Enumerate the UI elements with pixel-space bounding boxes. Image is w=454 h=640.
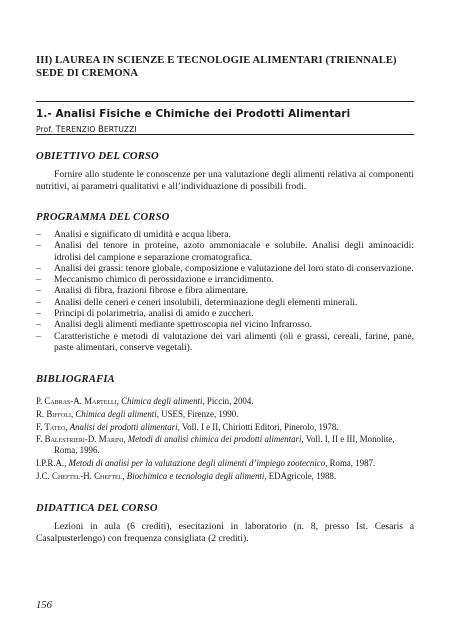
bib-authors: F. Balestrieri-D. Marini,: [36, 434, 126, 445]
bibliografia-title: BIBLIOGRAFIA: [36, 374, 115, 385]
bibliography-entry: [36, 434, 414, 455]
list-dash: –: [36, 229, 41, 240]
list-item: [36, 308, 414, 319]
bib-work: Chimica degli alimenti,: [121, 396, 205, 406]
bibliography-entry: [36, 422, 414, 433]
page-number: 156: [36, 600, 52, 611]
list-item: [36, 285, 414, 296]
list-dash: –: [36, 262, 41, 274]
bib-rest: Piccin, 2004.: [204, 396, 254, 406]
list-item: [36, 331, 414, 354]
bibliography-entry: [36, 409, 414, 420]
bib-authors: F. Tateo,: [36, 421, 68, 432]
list-item-text: Principi di polarimetria, analisi di amido e zuccheri.: [54, 308, 254, 320]
bib-work: Metodi di analisi chimica dei prodotti alimentari,: [127, 434, 304, 445]
list-item-text: Analisi e significato di umidità e acqua libera.: [54, 229, 231, 240]
bib-work: Biochimica e tecnologia degli alimenti,: [126, 470, 267, 481]
list-item-text: Meccanismo chimico di perossidazione e irrancidimento.: [54, 274, 274, 286]
list-item-text: Analisi di fibra, frazioni fibrose e fibra alimentare.: [54, 285, 249, 297]
bib-rest: EDAgricole, 1988.: [266, 470, 337, 481]
bib-authors: I.P.R.A.,: [36, 457, 67, 468]
prof-name-rest: ERENZIO: [60, 125, 96, 134]
bib-work: Chimica degli alimenti,: [75, 408, 159, 419]
bottom-rule: [36, 134, 414, 135]
obiettivo-text: Fornire allo studente le conoscenze per una valutazione degli alimenti relativa ai componenti nutritivi, ai parametri qualitativi e all’individuazione di possibili frodi.: [36, 169, 414, 192]
list-item: [36, 274, 414, 285]
course-professor: [36, 124, 137, 134]
list-dash: –: [36, 274, 41, 286]
prof-surname-rest: ERTUZZI: [103, 125, 137, 134]
list-item-text: Analisi delle ceneri e ceneri insolubili, determinazione degli elementi minerali.: [54, 296, 358, 308]
degree-heading-line2: SEDE DI CREMONA: [36, 68, 139, 79]
bib-rest: Voll. I, II e III, Monolite, Roma, 1996.: [54, 434, 395, 455]
prof-prefix: Prof.: [36, 125, 54, 134]
bib-authors: P. Cabras-A. Martelli,: [36, 396, 119, 406]
list-dash: –: [36, 319, 41, 331]
prof-surname-initial: B: [98, 124, 104, 134]
list-dash: –: [36, 285, 41, 297]
list-item: [36, 319, 414, 330]
list-item: [36, 297, 414, 308]
bib-work: Analisi dei prodotti alimentari,: [69, 421, 180, 432]
degree-heading: [36, 54, 414, 80]
list-item: [36, 263, 414, 274]
list-dash: –: [36, 240, 41, 252]
top-rule: [36, 101, 414, 102]
bibliography-entry: [36, 396, 414, 407]
programma-list: [36, 229, 414, 353]
list-item-text: Analisi dei grassi: tenore globale, composizione e valutazione del loro stato di conservazione.: [54, 262, 414, 274]
bibliography-entry: [36, 458, 414, 469]
bib-authors: R. Biffoli,: [36, 408, 74, 419]
bib-rest: Voll. I e II, Chiriotti Editori, Pinerolo, 1978.: [179, 421, 339, 432]
bib-authors: J.C. Cheftel-H. Cheftel,: [36, 470, 125, 481]
bib-rest: USES, Firenze, 1990.: [158, 408, 239, 419]
list-item: [36, 229, 414, 240]
list-item-text: Caratteristiche e metodi di valutazione dei vari alimenti (oli e grassi, cereali, farine, pane, paste alimentari, conserve vegetali).: [54, 330, 414, 353]
bib-rest: Roma, 1987.: [327, 457, 376, 468]
list-dash: –: [36, 296, 41, 308]
programma-title: PROGRAMMA DEL CORSO: [36, 212, 170, 223]
degree-heading-line1: III) LAUREA IN SCIENZE E TECNOLOGIE ALIMENTARI (TRIENNALE): [36, 55, 397, 66]
list-item-text: Analisi degli alimenti mediante spettroscopia nel vicino Infrarosso.: [54, 319, 312, 331]
list-dash: –: [36, 308, 41, 320]
didattica-title: DIDATTICA DEL CORSO: [36, 503, 158, 514]
bibliografia-list: [36, 396, 414, 483]
prof-name-initial: T: [55, 124, 61, 134]
list-item-text: Analisi del tenore in proteine, azoto ammoniacale e solubile. Analisi degli aminoacidi: idrolisi del campione e separazione cromatografica.: [54, 240, 414, 263]
list-dash: –: [36, 330, 41, 342]
bibliography-entry: [36, 471, 414, 482]
bib-work: Metodi di analisi per la valutazione degli alimenti d’impiego zootecnico,: [68, 457, 328, 468]
list-item: [36, 240, 414, 263]
obiettivo-title: OBIETTIVO DEL CORSO: [36, 151, 159, 162]
course-title: 1.- Analisi Fisiche e Chimiche dei Prodotti Alimentari: [36, 108, 351, 120]
didattica-text: Lezioni in aula (6 crediti), esecitazioni in laboratorio (n. 8, presso Ist. Cesaris a Casalpusterlengo) con frequenza consigliata (2 crediti).: [36, 521, 414, 544]
